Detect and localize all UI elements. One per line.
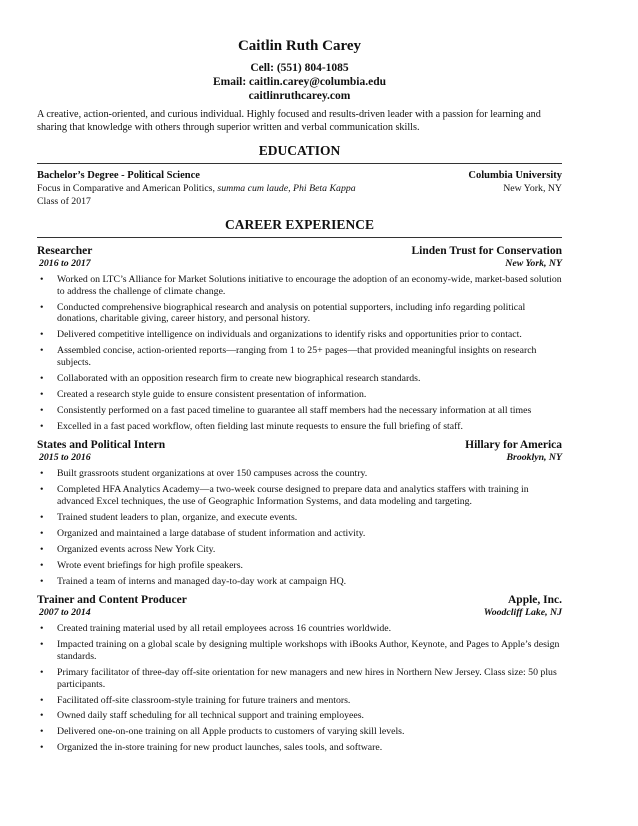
bullet-item: • Trained student leaders to plan, organize, and execute events.	[37, 512, 562, 524]
email-address: Email: caitlin.carey@columbia.edu	[212, 76, 387, 88]
bullet-item: • Organized the in-store training for new product launches, sales tools, and software.	[37, 742, 562, 754]
job-location: Brooklyn, NY	[506, 452, 562, 464]
job-organization: Apple, Inc.	[508, 594, 562, 607]
education-heading: EDUCATION	[258, 143, 341, 158]
school: Columbia University	[468, 170, 562, 181]
bullet-item: • Worked on LTC’s Alliance for Market Solutions initiative to encourage the adoption of an economy-wide, market-based solution to address the challenge of climate change.	[37, 274, 562, 297]
job-bullets	[37, 468, 562, 587]
bullet-item: • Built grassroots student organizations at over 150 campuses across the country.	[37, 468, 562, 480]
job-role: States and Political Intern	[37, 439, 166, 452]
job-organization: Linden Trust for Conservation	[411, 245, 562, 257]
bullet-item: • Created a research style guide to ensure consistent presentation of information.	[37, 389, 562, 401]
job-role: Researcher	[37, 245, 93, 257]
bullet-item: • Created training material used by all retail employees across 16 countries worldwide.	[37, 623, 562, 635]
job-location: New York, NY	[505, 258, 562, 269]
bullet-item: • Owned daily staff scheduling for all technical support and training employees.	[37, 710, 562, 722]
bullet-item: • Consistently performed on a fast paced timeline to guarantee all staff members had the necessary information at all times	[37, 405, 562, 417]
bullet-item: • Facilitated off-site classroom-style training for future trainers and mentors.	[37, 695, 562, 707]
job-header	[37, 245, 562, 258]
bullet-item: • Completed HFA Analytics Academy—a two-week course designed to prepare data and analytics staffers with training in advanced Excel techniques, the use of Geographic Information Systems, and data modeling and targeting.	[37, 484, 562, 507]
bullet-item: • Collaborated with an opposition research firm to create new biographical research standards.	[37, 373, 562, 385]
job-bullets	[37, 623, 562, 754]
website: caitlinruthcarey.com	[248, 90, 351, 102]
education-entry	[37, 169, 562, 208]
school-location: New York, NY	[503, 183, 562, 194]
bullet-item: • Assembled concise, action-oriented reports—ranging from 1 to 25+ pages—that provided meaningful insights on research subjects.	[37, 345, 562, 368]
bullet-item: • Conducted comprehensive biographical research and analysis on potential supporters, including info regarding political donations, charitable giving, career history, and personal history.	[37, 302, 562, 325]
job-organization: Hillary for America	[465, 439, 562, 452]
summary-paragraph: A creative, action-oriented, and curious individual. Highly focused and results-driven leader with a passion for learning and sharing that knowledge with others through superior written and verbal communication skills.	[37, 109, 541, 133]
bullet-item: • Organized events across New York City.	[37, 544, 562, 556]
job-meta	[37, 607, 562, 619]
job-role: Trainer and Content Producer	[37, 594, 187, 607]
education-divider	[37, 163, 562, 164]
class-year: Class of 2017	[37, 196, 91, 207]
job-meta	[37, 452, 562, 464]
bullet-item: • Excelled in a fast paced workflow, often fielding last minute requests to ensure the full briefing of staff.	[37, 421, 562, 433]
degree: Bachelor’s Degree - Political Science	[37, 170, 200, 181]
bullet-item: • Delivered competitive intelligence on individuals and organizations to identify risks and opportunities prior to contact.	[37, 329, 562, 341]
bullet-item: • Organized and maintained a large database of student information and activity.	[37, 528, 562, 540]
job-bullets	[37, 274, 562, 432]
contact-block	[37, 61, 562, 103]
job-header	[37, 439, 562, 452]
experience-heading: CAREER EXPERIENCE	[225, 217, 374, 232]
job-location: Woodcliff Lake, NJ	[483, 607, 562, 619]
focus: Focus in Comparative and American Politics, summa cum laude, Phi Beta Kappa	[37, 183, 356, 194]
candidate-name: Caitlin Ruth Carey	[237, 38, 362, 54]
job-dates: 2016 to 2017	[39, 258, 91, 269]
bullet-item: • Trained a team of interns and managed day-to-day work at campaign HQ.	[37, 576, 562, 588]
bullet-item: • Wrote event briefings for high profile speakers.	[37, 560, 562, 572]
experience-divider	[37, 237, 562, 238]
job-dates: 2015 to 2016	[39, 452, 91, 464]
job-dates: 2007 to 2014	[39, 607, 91, 619]
cell-phone: Cell: (551) 804-1085	[250, 62, 349, 74]
job-list	[37, 245, 562, 754]
bullet-item: • Delivered one-on-one training on all Apple products to customers of varying skill levels.	[37, 726, 562, 738]
job-header	[37, 594, 562, 607]
bullet-item: • Impacted training on a global scale by designing multiple workshops with iBooks Author, Keynote, and Pages to Apple’s design standards.	[37, 639, 562, 662]
job-meta	[37, 258, 562, 270]
bullet-item: • Primary facilitator of three-day off-site orientation for new managers and new hires in Northern New Jersey. Class size: 50 plus participants.	[37, 667, 562, 690]
